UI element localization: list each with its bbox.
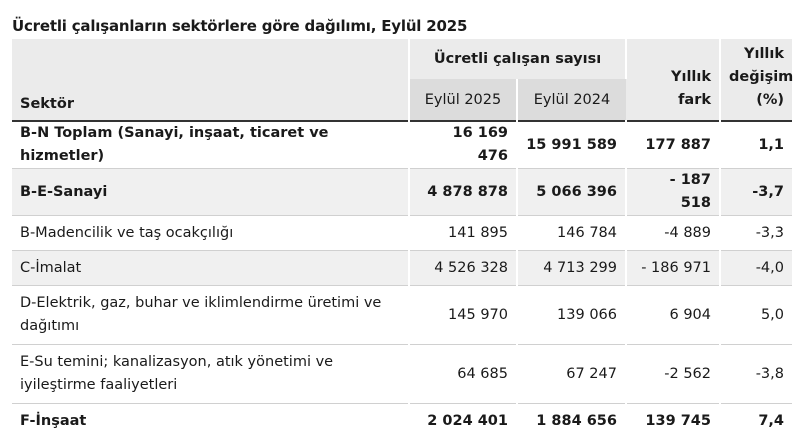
- value-2025-cell: 4 878 878: [409, 169, 517, 216]
- value-2024-cell: 139 066: [517, 286, 626, 345]
- value-2024-cell: 1 884 656: [517, 404, 626, 438]
- table-row: [12, 404, 792, 438]
- change-cell: -3,8: [720, 345, 792, 404]
- table-row: [12, 216, 792, 251]
- value-2024-cell: 4 713 299: [517, 251, 626, 286]
- difference-cell: -4 889: [626, 216, 720, 251]
- header-sector: Sektör: [12, 39, 409, 121]
- header-september-2024: Eylül 2024: [517, 79, 626, 121]
- sector-cell: C-İmalat: [12, 251, 409, 286]
- value-2025-cell: 16 169 476: [409, 121, 517, 169]
- difference-cell: 139 745: [626, 404, 720, 438]
- header-annual-difference: Yıllık fark: [626, 39, 720, 121]
- table-row: [12, 251, 792, 286]
- value-2024-cell: 15 991 589: [517, 121, 626, 169]
- header-employee-count-group: Ücretli çalışan sayısı: [409, 39, 626, 79]
- difference-cell: 177 887: [626, 121, 720, 169]
- sector-cell: B-E-Sanayi: [12, 169, 409, 216]
- table-title: Ücretli çalışanların sektörlere göre dağılımı, Eylül 2025: [12, 17, 467, 35]
- sector-cell: B-Madencilik ve taş ocakçılığı: [12, 216, 409, 251]
- sector-cell: F-İnşaat: [12, 404, 409, 438]
- employees-by-sector-table: [12, 39, 792, 438]
- difference-cell: -2 562: [626, 345, 720, 404]
- difference-cell: - 187 518: [626, 169, 720, 216]
- table-row: [12, 169, 792, 216]
- table-row: [12, 286, 792, 345]
- change-cell: 7,4: [720, 404, 792, 438]
- value-2024-cell: 146 784: [517, 216, 626, 251]
- sector-cell: D-Elektrik, gaz, buhar ve iklimlendirme üretimi ve dağıtımı: [12, 286, 409, 345]
- sector-cell: B-N Toplam (Sanayi, inşaat, ticaret ve hizmetler): [12, 121, 409, 169]
- change-cell: 1,1: [720, 121, 792, 169]
- change-cell: -3,7: [720, 169, 792, 216]
- change-cell: -4,0: [720, 251, 792, 286]
- header-september-2025: Eylül 2025: [409, 79, 517, 121]
- difference-cell: 6 904: [626, 286, 720, 345]
- difference-cell: - 186 971: [626, 251, 720, 286]
- change-cell: 5,0: [720, 286, 792, 345]
- value-2024-cell: 67 247: [517, 345, 626, 404]
- header-annual-change-pct: Yıllık değişim (%): [720, 39, 792, 121]
- table-row: [12, 345, 792, 404]
- value-2024-cell: 5 066 396: [517, 169, 626, 216]
- value-2025-cell: 4 526 328: [409, 251, 517, 286]
- value-2025-cell: 64 685: [409, 345, 517, 404]
- value-2025-cell: 2 024 401: [409, 404, 517, 438]
- table-row: [12, 121, 792, 169]
- sector-cell: E-Su temini; kanalizasyon, atık yönetimi ve iyileştirme faaliyetleri: [12, 345, 409, 404]
- change-cell: -3,3: [720, 216, 792, 251]
- value-2025-cell: 145 970: [409, 286, 517, 345]
- value-2025-cell: 141 895: [409, 216, 517, 251]
